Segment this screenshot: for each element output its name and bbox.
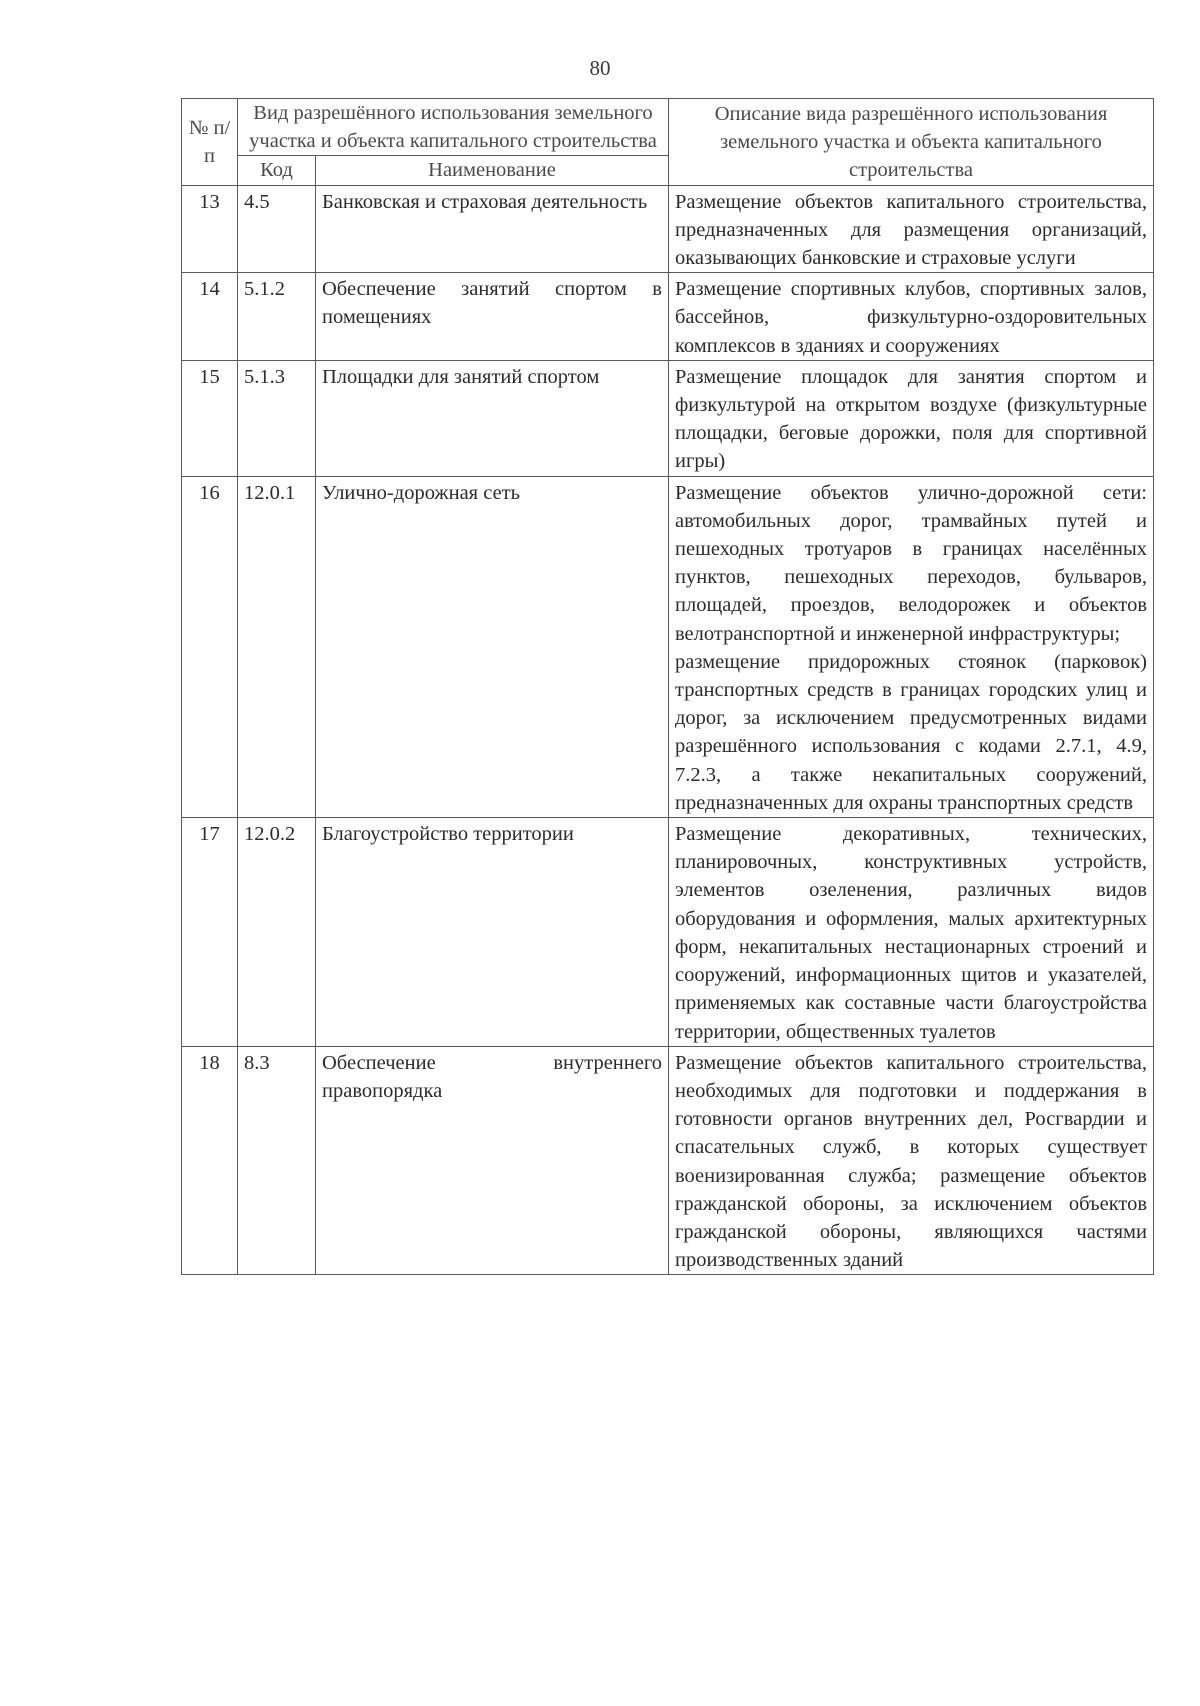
row-description [669,1046,1154,1275]
row-code: 5.1.3 [238,360,316,476]
description-paragraph: Размещение площадок для занятия спортом и физкультурой на открытом воздухе (физкультурные площадки, беговые дорожки, поля для спортивной игры) [675,365,1147,473]
description-paragraph: Размещение декоративных, технических, планировочных, конструктивных устройств, элементов озеленения, различных видов оборудования и оформления, малых архитектурных форм, некапитальных нестационарных строений и сооружений, информационных щитов и указателей, применяемых как составные части благоустройства территории, общественных туалетов [675,823,1147,1043]
header-type-group: Вид разрешённого использования земельного участка и объекта капитального строительства [238,99,669,156]
row-code: 12.0.1 [238,476,316,817]
row-number: 13 [182,185,238,273]
row-description [669,476,1154,817]
row-name: Площадки для занятий спортом [316,360,669,476]
page-number: 80 [589,56,611,80]
table-header-row [182,99,1154,156]
description-paragraph: Размещение спортивных клубов, спортивных залов, бассейнов, физкультурно-оздоровительных комплексов в зданиях и сооружениях [675,278,1147,357]
table-row [182,185,1154,273]
description-paragraph: Размещение объектов капитального строительства, необходимых для подготовки и поддержания в готовности органов внутренних дел, Росгвардии и спасательных служб, в которых существует военизированная служба; размещение объектов гражданской обороны, за исключением объектов гражданской обороны, являющихся частями производственных зданий [675,1051,1147,1272]
row-description [669,360,1154,476]
table-row [182,273,1154,361]
header-code: Код [238,156,316,185]
header-number: № п/п [182,99,238,186]
row-code: 12.0.2 [238,818,316,1047]
description-paragraph: Размещение объектов улично-дорожной сети: автомобильных дорог, трамвайных путей и пешеходных тротуаров в границах населённых пунктов, пешеходных переходов, бульваров, площадей, проездов, велодорожек и объектов велотранспортной и инженерной инфраструктуры; [675,481,1147,645]
row-number: 17 [182,818,238,1047]
row-code: 4.5 [238,185,316,273]
description-paragraph: Размещение объектов капитального строительства, предназначенных для размещения организаций, оказывающих банковские и страховые услуги [675,190,1147,270]
header-name: Наименование [316,156,669,185]
row-name: Благоустройство территории [316,818,669,1047]
row-name: Обеспечение занятий спортом в помещениях [316,273,669,361]
table-body [182,185,1154,1275]
row-name: Обеспечение внутреннего правопорядка [316,1046,669,1275]
table-row [182,818,1154,1047]
land-use-table [181,98,1154,1275]
row-name: Улично-дорожная сеть [316,476,669,817]
table-row [182,1046,1154,1275]
row-description [669,818,1154,1047]
table-row [182,360,1154,476]
row-number: 15 [182,360,238,476]
row-code: 5.1.2 [238,273,316,361]
row-description [669,273,1154,361]
row-number: 18 [182,1046,238,1275]
row-name: Банковская и страховая деятельность [316,185,669,273]
row-number: 14 [182,273,238,361]
row-number: 16 [182,476,238,817]
row-code: 8.3 [238,1046,316,1275]
header-description: Описание вида разрешённого использования земельного участка и объекта капитального строительства [669,99,1154,186]
row-description [669,185,1154,273]
description-paragraph: размещение придорожных стоянок (парковок) транспортных средств в границах городских улиц и дорог, за исключением предусмотренных видами разрешённого использования с кодами 2.7.1, 4.9, 7.2.3, а также некапитальных сооружений, предназначенных для охраны транспортных средств [675,650,1147,814]
table-row [182,476,1154,817]
